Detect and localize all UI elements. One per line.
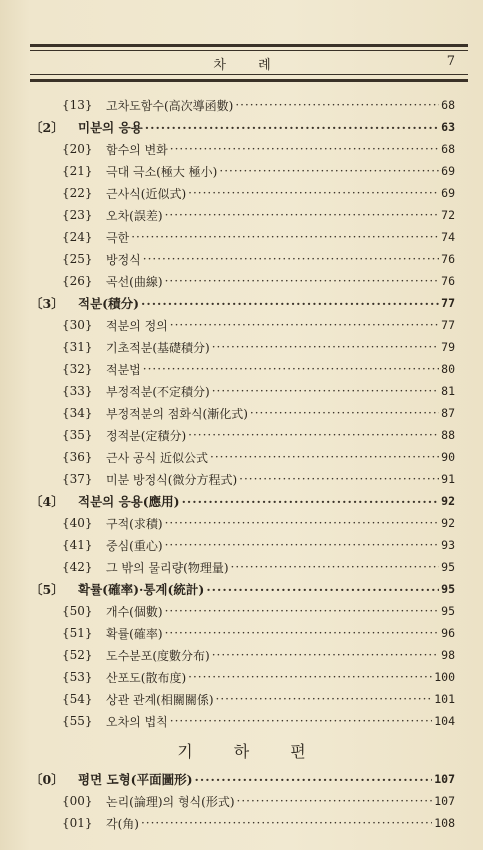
toc-entry-page: 108 [434, 816, 455, 830]
toc-entry-page: 95 [441, 604, 455, 618]
toc-entry-number: 〔3〕 [30, 296, 64, 311]
table-of-contents [0, 94, 483, 834]
toc-entry-row [0, 204, 483, 226]
toc-leader-dots [165, 538, 440, 552]
toc-entry-page: 63 [441, 120, 455, 134]
toc-entry-number: 〔4〕 [30, 494, 64, 509]
toc-entry-row [0, 688, 483, 710]
toc-entry-row [0, 512, 483, 534]
toc-leader-dots [210, 450, 439, 464]
toc-entry-title: 그 밖의 물리량(物理量) [106, 560, 229, 575]
toc-leader-dots [212, 340, 439, 354]
toc-entry-title: 확률(確率)·통계(統計) [78, 582, 205, 597]
toc-entry-number: {23} [62, 208, 93, 222]
toc-entry-number: {13} [62, 98, 93, 112]
toc-leader-dots [141, 816, 432, 830]
toc-entry-number: {30} [62, 318, 93, 332]
toc-entry-number: {01} [62, 816, 93, 830]
toc-entry-number: {40} [62, 516, 93, 530]
toc-entry-number: 〔0〕 [30, 772, 64, 787]
toc-entry-number: {31} [62, 340, 93, 354]
toc-entry-row [0, 600, 483, 622]
toc-leader-dots [143, 252, 439, 266]
toc-leader-dots [250, 406, 439, 420]
toc-entry-number: {00} [62, 794, 93, 808]
header-rule-thick [30, 44, 468, 47]
toc-leader-dots [165, 626, 440, 640]
toc-entry-title: 논리(論理)의 형식(形式) [106, 794, 235, 809]
toc-entry-title: 오차의 법칙 [106, 714, 168, 729]
toc-entry-title: 도수분포(度數分布) [106, 648, 210, 663]
toc-entry-number: {42} [62, 560, 93, 574]
toc-leader-dots [231, 560, 440, 574]
toc-entry-page: 81 [441, 384, 455, 398]
toc-leader-dots [188, 428, 439, 442]
toc-entry-number: {52} [62, 648, 93, 662]
toc-entry-title: 적분(積分) [78, 296, 139, 311]
toc-entry-title: 각(角) [106, 816, 139, 831]
toc-entry-title: 극한 [106, 230, 130, 245]
toc-chapter-row [0, 490, 483, 512]
toc-entry-title: 구적(求積) [106, 516, 163, 531]
toc-entry-row [0, 534, 483, 556]
toc-entry-title: 적분법 [106, 362, 141, 377]
toc-entry-number: 〔5〕 [30, 582, 64, 597]
toc-entry-page: 68 [441, 98, 455, 112]
toc-entry-page: 107 [434, 772, 455, 786]
toc-entry-page: 77 [441, 318, 455, 332]
toc-entry-row [0, 622, 483, 644]
toc-entry-title: 근사 공식 近似公式 [106, 450, 208, 465]
toc-leader-dots [170, 318, 439, 332]
toc-entry-row [0, 226, 483, 248]
toc-entry-page: 69 [441, 164, 455, 178]
toc-entry-page: 107 [434, 794, 455, 808]
toc-entry-title: 근사식(近似式) [106, 186, 187, 201]
toc-entry-title: 함수의 변화 [106, 142, 168, 157]
toc-entry-page: 91 [441, 472, 455, 486]
toc-entry-title: 중심(重心) [106, 538, 163, 553]
toc-entry-number: {24} [62, 230, 93, 244]
toc-leader-dots [206, 582, 439, 597]
toc-entry-number: {26} [62, 274, 93, 288]
page-header-title: 차 례 [213, 58, 285, 73]
toc-entry-number: {54} [62, 692, 93, 706]
toc-entry-page: 100 [434, 670, 455, 684]
toc-entry-row [0, 160, 483, 182]
toc-entry-row [0, 556, 483, 578]
toc-entry-row [0, 248, 483, 270]
toc-leader-dots [194, 772, 432, 787]
toc-entry-number: {25} [62, 252, 93, 266]
toc-entry-title: 미분의 응용 [78, 120, 143, 135]
toc-entry-row [0, 812, 483, 834]
toc-entry-page: 77 [441, 296, 455, 310]
toc-entry-row [0, 314, 483, 336]
toc-entry-title: 산포도(散布度) [106, 670, 187, 685]
toc-entry-page: 87 [441, 406, 455, 420]
toc-entry-page: 98 [441, 648, 455, 662]
toc-leader-dots [165, 604, 440, 618]
toc-entry-number: {32} [62, 362, 93, 376]
toc-entry-title: 적분의 정의 [106, 318, 168, 333]
toc-leader-dots [212, 384, 439, 398]
toc-entry-title: 방정식 [106, 252, 141, 267]
toc-entry-title: 기초적분(基礎積分) [106, 340, 210, 355]
toc-leader-dots [219, 164, 439, 178]
part-heading: 기 하 편 [177, 741, 324, 761]
toc-entry-number: {50} [62, 604, 93, 618]
toc-entry-title: 부정적분의 점화식(漸化式) [106, 406, 248, 421]
toc-entry-page: 69 [441, 186, 455, 200]
toc-entry-page: 93 [441, 538, 455, 552]
toc-entry-title: 개수(個數) [106, 604, 163, 619]
toc-entry-number: {51} [62, 626, 93, 640]
toc-leader-dots [131, 230, 439, 244]
toc-entry-row [0, 644, 483, 666]
toc-entry-page: 96 [441, 626, 455, 640]
toc-leader-dots [170, 142, 439, 156]
toc-entry-page: 104 [434, 714, 455, 728]
toc-entry-number: {36} [62, 450, 93, 464]
toc-leader-dots [237, 794, 433, 808]
toc-entry-page: 76 [441, 252, 455, 266]
toc-entry-row [0, 790, 483, 812]
toc-entry-number: {33} [62, 384, 93, 398]
toc-entry-row [0, 336, 483, 358]
toc-entry-number: {37} [62, 472, 93, 486]
toc-entry-number: {41} [62, 538, 93, 552]
toc-entry-page: 79 [441, 340, 455, 354]
toc-entry-title: 정적분(定積分) [106, 428, 187, 443]
toc-entry-row [0, 380, 483, 402]
toc-entry-title: 적분의 응용(應用) [78, 494, 180, 509]
toc-entry-page: 90 [441, 450, 455, 464]
toc-entry-row [0, 424, 483, 446]
toc-leader-dots [188, 186, 439, 200]
toc-leader-dots [188, 670, 432, 684]
toc-leader-dots [235, 98, 439, 112]
toc-leader-dots [170, 714, 432, 728]
toc-leader-dots [239, 472, 439, 486]
toc-leader-dots [143, 362, 439, 376]
toc-entry-number: 〔2〕 [30, 120, 64, 135]
toc-entry-title: 확률(確率) [106, 626, 163, 641]
toc-entry-page: 95 [441, 560, 455, 574]
toc-entry-row [0, 446, 483, 468]
toc-entry-row [0, 138, 483, 160]
toc-entry-title: 오차(誤差) [106, 208, 163, 223]
toc-entry-title: 평면 도형(平面圖形) [78, 772, 193, 787]
toc-entry-page: 80 [441, 362, 455, 376]
header-rule-thick-bottom [30, 79, 468, 82]
toc-entry-number: {20} [62, 142, 93, 156]
page-number: 7 [446, 54, 455, 69]
toc-entry-title: 부정적분(不定積分) [106, 384, 210, 399]
toc-entry-row [0, 402, 483, 424]
toc-chapter-row [0, 116, 483, 138]
toc-entry-number: {53} [62, 670, 93, 684]
toc-entry-page: 92 [441, 494, 455, 508]
toc-leader-dots [216, 692, 433, 706]
toc-entry-page: 74 [441, 230, 455, 244]
toc-entry-title: 미분 방정식(微分方程式) [106, 472, 238, 487]
toc-entry-title: 고차도함수(高次導函數) [106, 98, 234, 113]
toc-leader-dots [212, 648, 439, 662]
toc-leader-dots [165, 208, 440, 222]
toc-entry-page: 101 [434, 692, 455, 706]
toc-entry-row [0, 468, 483, 490]
toc-entry-row [0, 710, 483, 732]
toc-entry-title: 극대 극소(極大 極小) [106, 164, 218, 179]
toc-leader-dots [141, 296, 439, 311]
toc-entry-page: 68 [441, 142, 455, 156]
toc-entry-row [0, 270, 483, 292]
toc-entry-page: 76 [441, 274, 455, 288]
toc-entry-row [0, 666, 483, 688]
toc-entry-number: {21} [62, 164, 93, 178]
toc-entry-row [0, 94, 483, 116]
toc-entry-number: {35} [62, 428, 93, 442]
toc-entry-number: {55} [62, 714, 93, 728]
toc-entry-number: {22} [62, 186, 93, 200]
toc-entry-number: {34} [62, 406, 93, 420]
toc-chapter-row [0, 578, 483, 600]
toc-entry-title: 상관 관계(相關關係) [106, 692, 214, 707]
toc-leader-dots [165, 274, 440, 288]
toc-entry-row [0, 182, 483, 204]
toc-entry-row [0, 358, 483, 380]
toc-entry-title: 곡선(曲線) [106, 274, 163, 289]
toc-chapter-row [0, 292, 483, 314]
toc-chapter-row [0, 768, 483, 790]
toc-leader-dots [165, 516, 440, 530]
toc-entry-page: 88 [441, 428, 455, 442]
toc-entry-page: 92 [441, 516, 455, 530]
toc-entry-page: 72 [441, 208, 455, 222]
toc-leader-dots [145, 120, 439, 135]
header-rule-thin-bottom [30, 74, 468, 75]
header-rule-thin [30, 50, 468, 51]
toc-entry-page: 95 [441, 582, 455, 596]
toc-leader-dots [182, 494, 440, 509]
